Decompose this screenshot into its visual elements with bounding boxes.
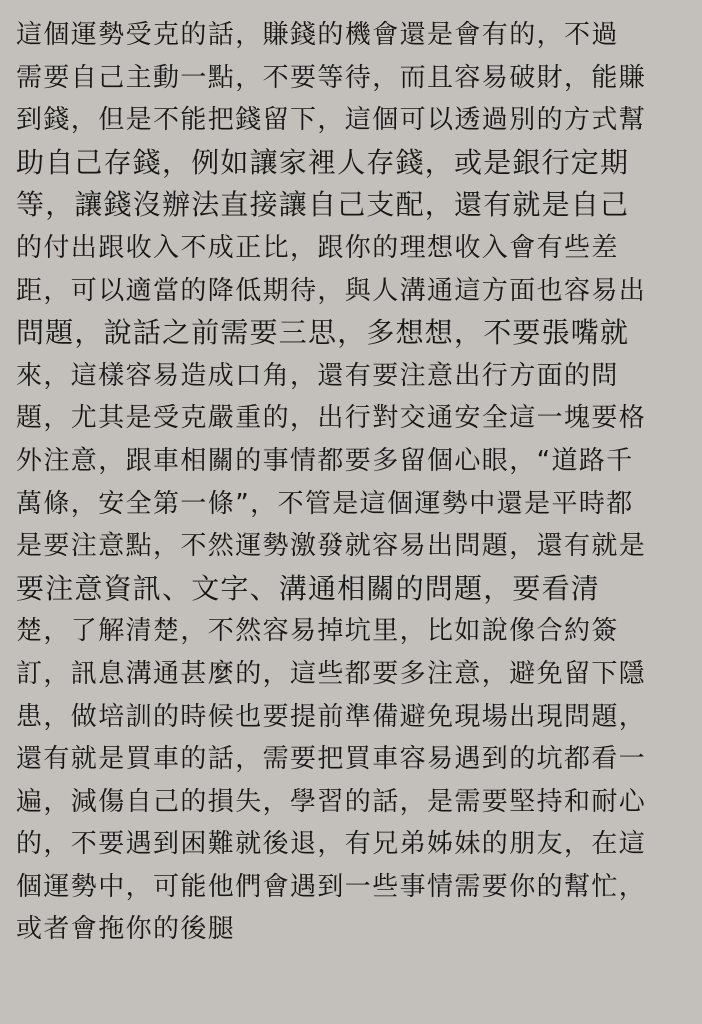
text-line: 助自己存錢，例如讓家裡人存錢，或是銀行定期 [16, 145, 630, 179]
text-line: 還有就是買車的話，需要把買車容易遇到的坑都看一 [16, 744, 647, 775]
text-line: 問題，說話之前需要三思，多想想，不要張嘴就 [16, 316, 630, 350]
text-line: 要注意資訊、文字、溝通相關的問題，要看清 [16, 571, 601, 605]
text-line: 楚，了解清楚，不然容易掉坑里，比如說像合約簽 [16, 616, 619, 647]
article-text [16, 14, 692, 951]
text-line: 遍，減傷自己的損失，學習的話，是需要堅持和耐心 [16, 786, 647, 817]
text-line: 訂，訊息溝通甚麼的，這些都要多注意，避免留下隱 [16, 658, 647, 689]
text-line: 到錢，但是不能把錢留下，這個可以透過別的方式幫 [16, 105, 647, 136]
text-line: 個運勢中，可能他們會遇到一些事情需要你的幫忙， [16, 871, 647, 902]
text-line: 患，做培訓的時候也要提前準備避免現場出現問題， [16, 701, 647, 732]
text-line: 的付出跟收入不成正比，跟你的理想收入會有些差 [16, 232, 619, 263]
text-line: 外注意，跟車相關的事情都要多留個心眼，“道路千 [16, 445, 634, 476]
text-line: 等，讓錢沒辦法直接讓自己支配，還有就是自己 [16, 188, 630, 222]
text-line: 這個運勢受克的話，賺錢的機會還是會有的，不過 [16, 20, 619, 50]
text-line: 題，尤其是受克嚴重的，出行對交通安全這一塊要格 [16, 403, 647, 434]
text-line: 的，不要遇到困難就後退，有兄弟姊妹的朋友，在這 [16, 829, 647, 860]
text-line: 萬條，安全第一條”，不管是這個運勢中還是平時都 [16, 488, 634, 519]
text-line: 距，可以適當的降低期待，與人溝通這方面也容易出 [16, 275, 647, 306]
text-line: 是要注意點，不然運勢激發就容易出問題，還有就是 [16, 531, 647, 562]
text-line: 來，這樣容易造成口角，還有要注意出行方面的問 [16, 360, 619, 391]
text-line: 或者會拖你的後腿 [16, 914, 236, 945]
text-line: 需要自己主動一點，不要等待，而且容易破財，能賺 [16, 62, 647, 93]
